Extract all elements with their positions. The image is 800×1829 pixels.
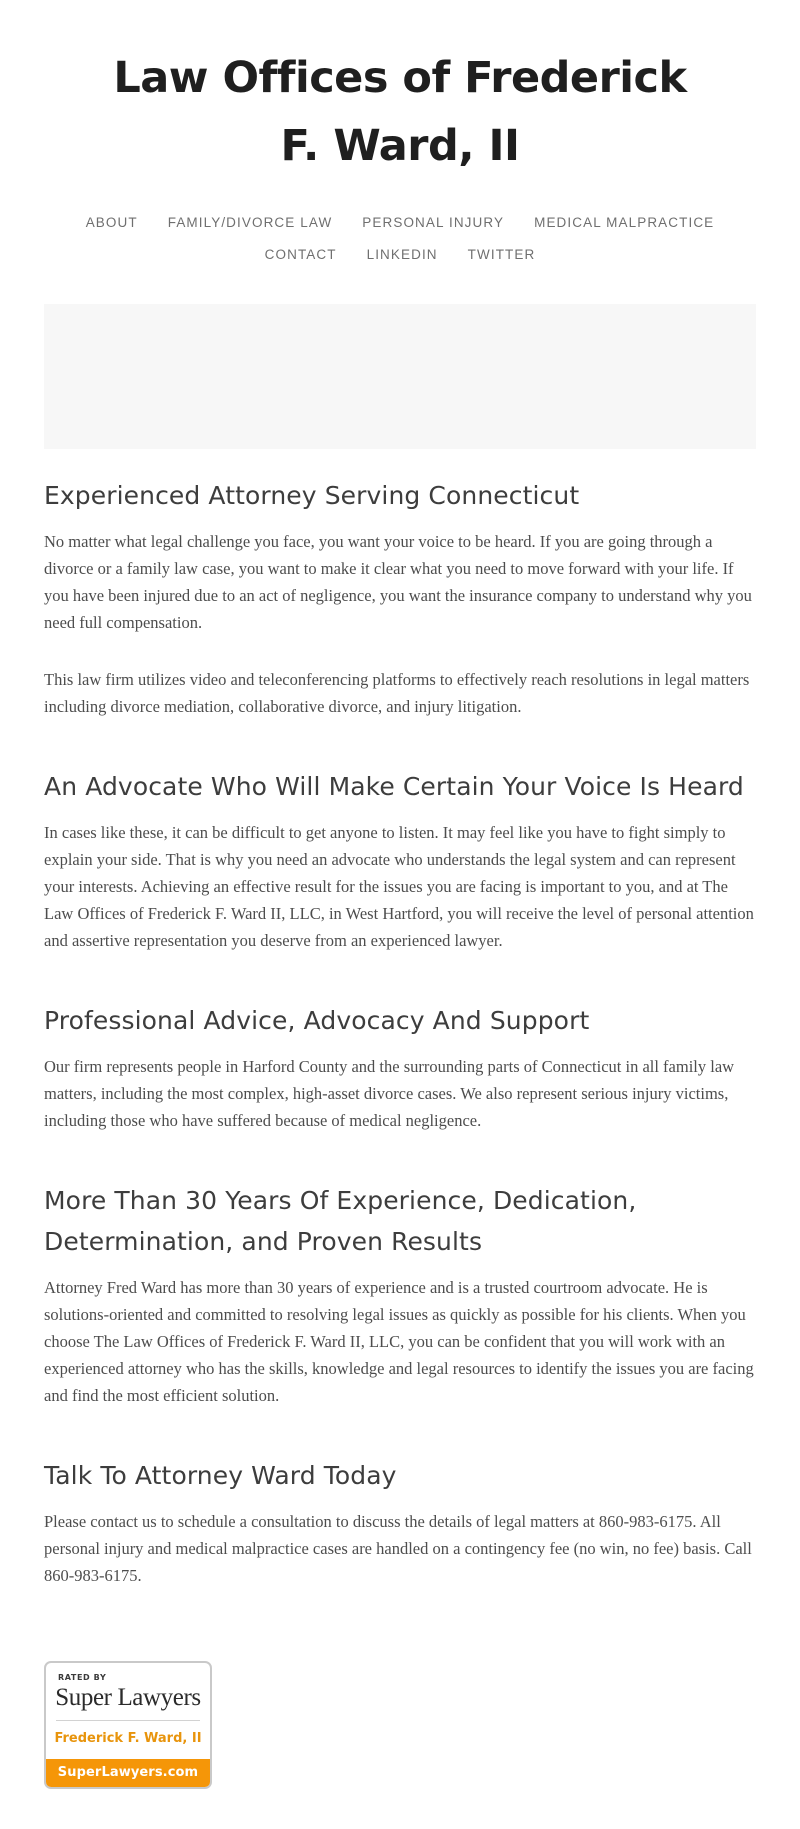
- section-paragraph: Our firm represents people in Harford County and the surrounding parts of Connecticut in all family law matters, including the most complex, high-asset divorce cases. We also represent serious injury victims, including those who have suffered because of medical negligence.: [44, 1057, 735, 1130]
- spacer: [44, 746, 756, 766]
- section-heading: Talk To Attorney Ward Today: [44, 1461, 397, 1490]
- nav-item[interactable]: [468, 244, 536, 266]
- section-paragraph: In cases like these, it can be difficult to get anyone to listen. It may feel like you have to fight simply to explain your side. That is why you need an advocate who understands the legal system and can represent your interests. Achieving an effective result for the issues you are facing is important to you, and at The Law Offices of Frederick F. Ward II, LLC, in West Hartford, you will receive the level of personal attention and assertive representation you deserve from an experienced lawyer.: [44, 823, 754, 950]
- site-header: [0, 0, 800, 180]
- page-title: Law Offices of Frederick F. Ward, II: [113, 53, 687, 171]
- badge-attorney-name: Frederick F. Ward, II: [54, 1731, 202, 1746]
- spacer: [44, 980, 756, 1000]
- section-paragraph: Please contact us to schedule a consultation to discuss the details of legal matters at 860-983-6175. All personal injury and medical malpractice cases are handled on a contingency fee (no win, no fee) basis. Call 860-983-6175.: [44, 1512, 752, 1585]
- section-experienced-attorney: [44, 475, 756, 720]
- spacer: [44, 654, 756, 666]
- badge-divider: [56, 1720, 200, 1721]
- nav-item[interactable]: [168, 212, 333, 234]
- section-paragraph: No matter what legal challenge you face, you want your voice to be heard. If you are going through a divorce or a family law case, you want to make it clear what you need to move forward with your life. If you have been injured due to an act of negligence, you want the insurance company to understand why you need full compensation.: [44, 532, 752, 632]
- section-heading: An Advocate Who Will Make Certain Your Voice Is Heard: [44, 772, 744, 801]
- section-advocate-voice-heard: [44, 766, 756, 954]
- super-lawyers-badge[interactable]: [44, 1661, 212, 1789]
- spacer: [44, 1435, 756, 1455]
- section-paragraph: Attorney Fred Ward has more than 30 years of experience and is a trusted courtroom advocate. He is solutions-oriented and committed to resolving legal issues as quickly as possible for his clients. When you choose The Law Offices of Frederick F. Ward II, LLC, you can be confident that you will work with an experienced attorney who has the skills, knowledge and legal resources to identify the issues you are facing and find the most efficient solution.: [44, 1278, 754, 1405]
- section-heading: Experienced Attorney Serving Connecticut: [44, 481, 580, 510]
- spacer: [44, 1160, 756, 1180]
- nav-link-about[interactable]: ABOUT: [85, 215, 138, 230]
- nav-item[interactable]: [265, 244, 337, 266]
- section-more-than-30-years: [44, 1180, 756, 1409]
- nav-item[interactable]: [367, 244, 438, 266]
- main-content: [0, 475, 800, 1589]
- nav-link-twitter[interactable]: TWITTER: [467, 247, 536, 262]
- badge-rated-by-label: RATED BY: [58, 1673, 107, 1682]
- nav-list: [60, 212, 740, 276]
- section-professional-advice: [44, 1000, 756, 1134]
- section-heading: More Than 30 Years Of Experience, Dedication, Determination, and Proven Results: [44, 1186, 637, 1256]
- nav-item[interactable]: [534, 212, 714, 234]
- section-paragraph: This law firm utilizes video and teleconferencing platforms to effectively reach resolutions in legal matters including divorce mediation, collaborative divorce, and injury litigation.: [44, 670, 750, 716]
- nav-link-contact[interactable]: CONTACT: [264, 247, 337, 262]
- nav-link-medical-malpractice[interactable]: MEDICAL MALPRACTICE: [534, 215, 715, 230]
- section-talk-to-attorney: [44, 1455, 756, 1589]
- badge-logo-text: Super Lawyers: [55, 1684, 201, 1711]
- nav-item[interactable]: [362, 212, 504, 234]
- nav-link-personal-injury[interactable]: PERSONAL INJURY: [362, 215, 505, 230]
- nav-link-family-divorce-law[interactable]: FAMILY/DIVORCE LAW: [167, 215, 333, 230]
- badge-container: [0, 1615, 800, 1829]
- nav-link-linkedin[interactable]: LINKEDIN: [366, 247, 438, 262]
- section-heading: Professional Advice, Advocacy And Support: [44, 1006, 590, 1035]
- main-navigation: [0, 212, 800, 276]
- nav-item[interactable]: [86, 212, 138, 234]
- hero-image-placeholder: [44, 304, 756, 449]
- badge-site-link[interactable]: SuperLawyers.com: [46, 1759, 210, 1787]
